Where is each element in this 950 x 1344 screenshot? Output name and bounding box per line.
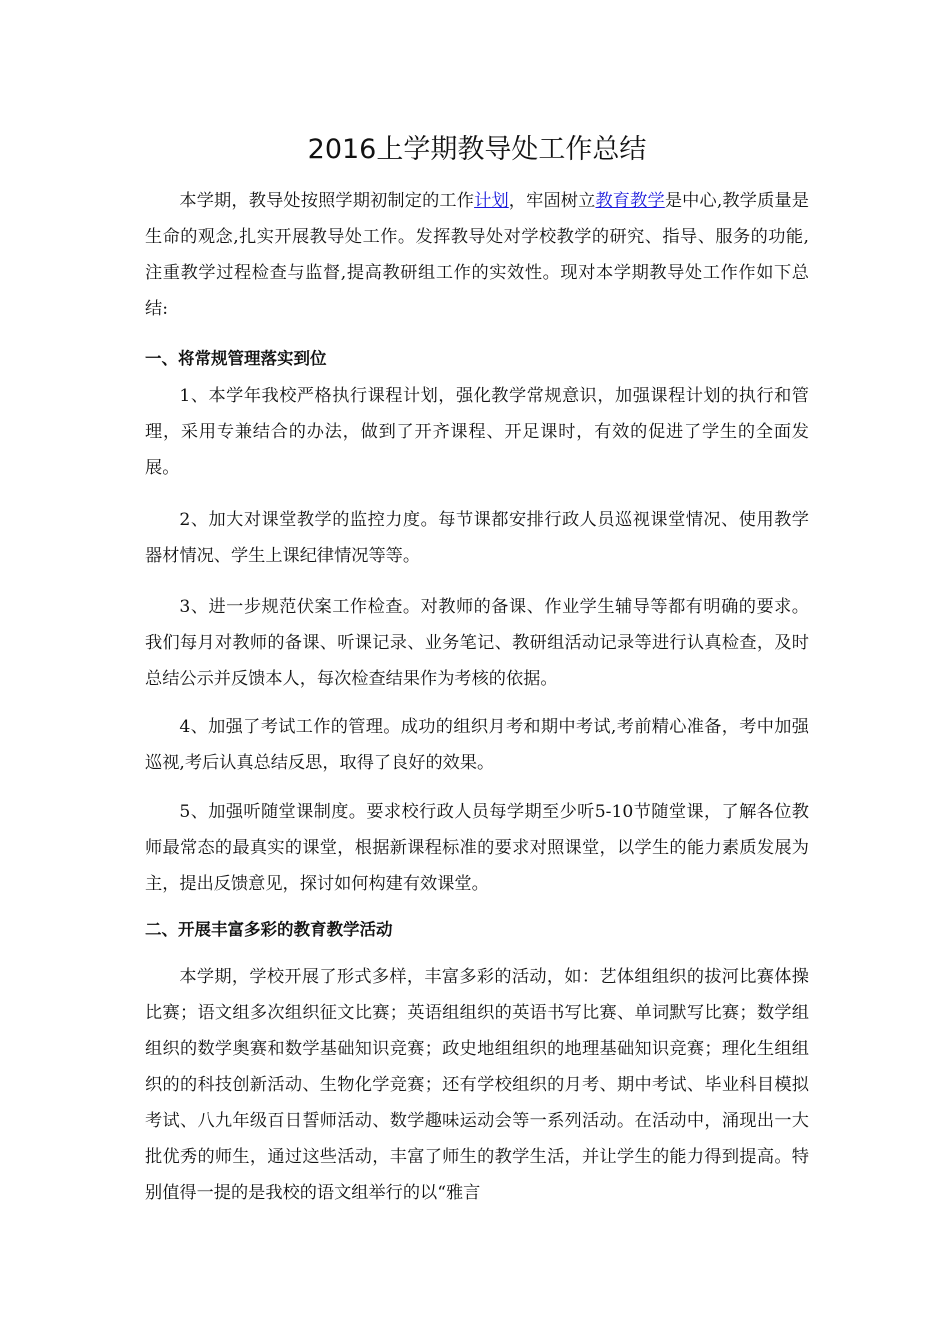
section1-item-3: 3、进一步规范伏案工作检查。对教师的备课、作业学生辅导等都有明确的要求。我们每月对教师的备课、听课记录、业务笔记、教研组活动记录等进行认真检查，及时总结公示并反馈本人，每次检查结果作为考核的依据。 [145, 597, 809, 689]
intro-paragraph [145, 183, 809, 327]
intro-text-3: 是中心,教学质量是生命的观念,扎实开展教导处工作。发挥教导处对学校教学的研究、指导、服务的功能,注重教学过程检查与监督,提高教研组工作的实效性。现对本学期教导处工作作如下总结: [145, 191, 809, 319]
intro-text-1: 本学期，教导处按照学期初制定的工作 [179, 191, 475, 211]
intro-text-2: ，牢固树立 [508, 191, 596, 211]
plan-link[interactable]: 计划 [474, 191, 509, 211]
document-title: 2016上学期教导处工作总结 [307, 134, 647, 165]
section2-body: 本学期，学校开展了形式多样，丰富多彩的活动，如：艺体组组织的拔河比赛体操比赛；语文组多次组织征文比赛；英语组组织的英语书写比赛、单词默写比赛；数学组组织的数学奥赛和数学基础知识竞赛；政史地组组织的地理基础知识竞赛；理化生组组织的的科技创新活动、生物化学竞赛；还有学校组织的月考、期中考试、毕业科目模拟考试、八九年级百日誓师活动、数学趣味运动会等一系列活动。在活动中，涌现出一大批优秀的师生，通过这些活动，丰富了师生的教学生活，并让学生的能力得到提高。特别值得一提的是我校的语文组举行的以“雅言 [145, 967, 809, 1203]
section1-heading: 一、将常规管理落实到位 [145, 349, 327, 368]
education-teaching-link[interactable]: 教育教学 [595, 191, 665, 211]
section1-item-4: 4、加强了考试工作的管理。成功的组织月考和期中考试,考前精心准备，考中加强巡视,考后认真总结反思，取得了良好的效果。 [145, 717, 809, 773]
section1-item-5: 5、加强听随堂课制度。要求校行政人员每学期至少听5-10节随堂课，了解各位教师最常态的最真实的课堂，根据新课程标准的要求对照课堂，以学生的能力素质发展为主，提出反馈意见，探讨如何构建有效课堂。 [145, 802, 809, 894]
section1-item-2: 2、加大对课堂教学的监控力度。每节课都安排行政人员巡视课堂情况、使用教学器材情况、学生上课纪律情况等等。 [145, 510, 809, 566]
section2-heading: 二、开展丰富多彩的教育教学活动 [145, 920, 393, 939]
section1-item-1: 1、本学年我校严格执行课程计划，强化教学常规意识，加强课程计划的执行和管理，采用专兼结合的办法，做到了开齐课程、开足课时，有效的促进了学生的全面发展。 [145, 386, 809, 478]
